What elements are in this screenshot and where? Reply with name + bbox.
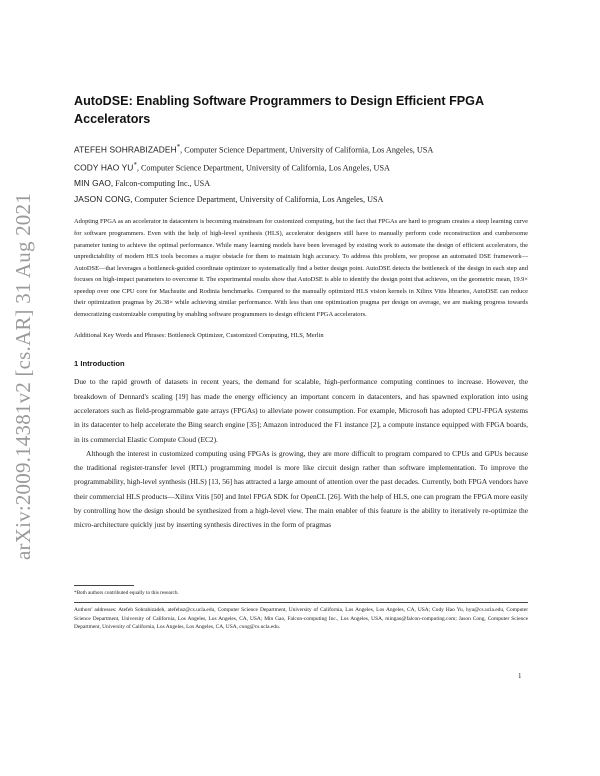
footnote (74, 585, 528, 597)
author-entry (74, 158, 528, 176)
author-mark: * (176, 144, 181, 151)
author-entry (74, 140, 528, 158)
arxiv-stamp: arXiv:2009.14381v2 [cs.AR] 31 Aug 2021 (11, 193, 35, 560)
paper-page (74, 92, 528, 533)
keywords: Additional Key Words and Phrases: Bottleneck Optimizer, Customized Computing, HLS, Merlin (74, 332, 324, 340)
paper-title: AutoDSE: Enabling Software Programmers to Design Efficient FPGA Accelerators (74, 94, 484, 126)
author-affiliation: , Computer Science Department, University of California, Los Angeles, USA (136, 163, 390, 173)
page-number: 1 (518, 672, 522, 680)
author-mark: * (133, 162, 137, 170)
footnote-text: *Both authors contributed equally to this research. (74, 590, 179, 596)
intro-paragraph-2: Although the interest in customized computing using FPGAs is growing, they are more difficult to program compared to CPUs and GPUs because the traditional register-transfer level (RTL) programming model is more like circuit design rather than software implementation. To improve the programmability, high-level synthesis (HLS) [13, 56] has attracted a large amount of attention over the past decades. Currently, both FPGA vendors have their commercial HLS products—Xilinx Vitis [50] and Intel FPGA SDK for OpenCL [26]. With the help of HLS, one can program the FPGA more easily by controlling how the design should be synthesized from a high-level view. The main enabler of this feature is the ability to iteratively re-optimize the micro-architecture quickly just by inserting synthesis directives in the form of pragmas (74, 448, 528, 530)
footnote-rule (74, 585, 134, 586)
abstract (74, 216, 528, 320)
author-entry (74, 176, 528, 192)
author-name: JASON CONG (74, 193, 131, 204)
intro-paragraph-1: Due to the rapid growth of datasets in recent years, the demand for scalable, high-performance computing continues to increase. However, the breakdown of Dennard's scaling [19] has made the energy efficiency an important concern in datacenters, and has spawned exploration into using accelerators such as field-programmable gate arrays (FPGAs) to alleviate power consumption. For example, Microsoft has adopted CPU-FPGA systems in its datacenter to help accelerate the Bing search engine [35]; Amazon introduced the F1 instance [2], a compute instance equipped with FPGA boards, in its commercial Elastic Compute Cloud (EC2). (74, 377, 528, 444)
author-name: ATEFEH SOHRABIZADEH (74, 144, 177, 155)
author-affiliation: , Computer Science Department, University of California, Los Angeles, USA (180, 145, 434, 155)
author-entry (74, 192, 528, 208)
body-text (74, 375, 528, 532)
author-affiliation: , Computer Science Department, University of California, Los Angeles, USA (130, 194, 384, 204)
author-name: MIN GAO (74, 178, 111, 189)
author-addresses: Authors' addresses: Atefeh Sohrabizadeh, atefehsz@cs.ucla.edu, Computer Science Department, University of California, Los Angeles, Los Angeles, CA, USA; Cody Hao Yu, hyu@cs.ucla.edu, Computer Science Department, University of California, Los Angeles, Los Angeles, CA, USA; Min Gao, Falcon-computing Inc., Los Angeles, USA, mingao@falcon-computing.com; Jason Cong, Computer Science Department, University of California, Los Angeles, Los Angeles, CA, USA, cong@cs.ucla.edu. (74, 602, 528, 632)
section-heading-introduction: 1 Introduction (74, 359, 125, 369)
author-affiliation: , Falcon-computing Inc., USA (111, 179, 211, 189)
author-name: CODY HAO YU (74, 162, 134, 173)
author-list (74, 140, 528, 207)
abstract-text: Adopting FPGA as an accelerator in datacenters is becoming mainstream for customized computing, but the fact that FPGAs are hard to program creates a steep learning curve for software programmers. Even with the help of high-level synthesis (HLS), accelerator designers still have to manually perform code reconstruction and cumbersome parameter tuning to achieve the optimal performance. While many learning models have been leveraged by existing work to automate the design of efficient accelerators, the unpredictability of modern HLS tools becomes a major obstacle for them to maintain high accuracy. To address this problem, we propose an automated DSE framework—AutoDSE—that leverages a bottleneck-guided coordinate optimizer to systematically find a better design point. AutoDSE detects the bottleneck of the design in each step and focuses on high-impact parameters to overcome it. The experimental results show that AutoDSE is able to identify the design point that achieves, on the geometric mean, 19.9× speedup over one CPU core for Machsuite and Rodinia benchmarks. Compared to the manually optimized HLS vision kernels in Xilinx Vitis libraries, AutoDSE can reduce their optimization pragmas by 26.38× while achieving similar performance. With less than one optimization pragma per design on average, we are making progress towards democratizing customizable computing by enabling software programmers to design efficient FPGA accelerators. (74, 218, 528, 318)
